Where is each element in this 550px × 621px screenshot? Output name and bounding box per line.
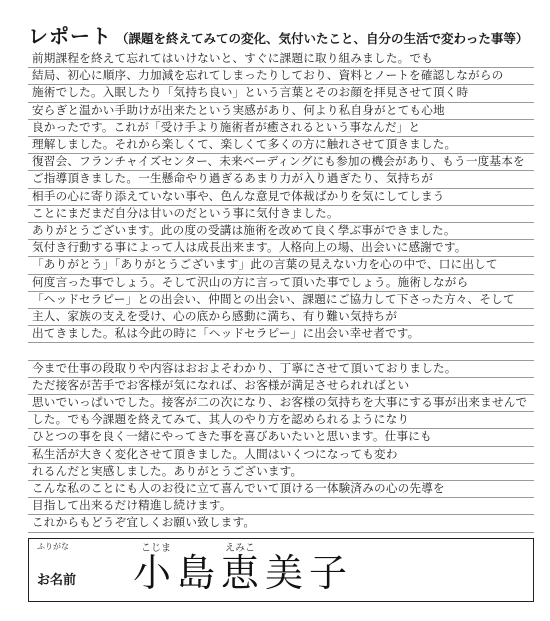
handwritten-line: れるんだと実感しました。ありがとうございます。 — [32, 463, 303, 478]
handwritten-line: ご指導頂きました。一生懸命やり過ぎるあまり力が入り過ぎたり、気持ちが — [32, 171, 433, 186]
handwritten-line: 「ヘッドセラピー」との出会い、仲間との出会い、課題にご協力して下さった方々、そして — [32, 291, 515, 306]
name-value: 小島恵美子 — [133, 551, 354, 595]
handwritten-line: 結局、初心に順序、力加減を忘れてしまったりしており、資料とノートを確認しながらの — [32, 68, 504, 83]
handwritten-line: 何度言った事でしょう。そして沢山の方に言って頂いた事でしょう。施術しながら — [32, 274, 469, 289]
handwritten-line: 復習会、フランチャイズセンター、未来ベーディングにも参加の機会があり、もう一度基本を — [32, 154, 525, 169]
handwritten-line: した。でも今課題を終えてみて、其人のやり方を認められるようになり — [32, 412, 410, 427]
handwritten-line: 相手の心に寄り添えていない事や、色んな意見で体裁ばかりを気にしてしまう — [32, 188, 445, 203]
handwritten-line: ことにまだまだ自分は甘いのだという事に気付きました。 — [32, 205, 339, 220]
name-reading-given: えみこ — [225, 543, 255, 554]
handwritten-line: 目指して出来るだけ精進し続けます。 — [32, 498, 232, 513]
furigana-label: ふりがな — [37, 542, 69, 551]
handwritten-line: 施術でした。入眠したり「気持ち良い」という言葉とそのお顔を拝見させて頂く時 — [32, 85, 469, 100]
name-reading-family: こじま — [141, 543, 171, 554]
handwritten-line: これからもどうぞ宜しくお願い致します。 — [32, 515, 256, 530]
handwritten-line: 出てきました。私は今此の時に「ヘッドセラピー」に出会い幸せ者です。 — [32, 326, 420, 341]
handwritten-line: 「ありがとう」「ありがとうございます」此の言葉の見えない力を心の中で、口に出して — [32, 257, 498, 272]
handwritten-line: 私生活が大きく変化させて頂きました。人間はいくつになっても変わ — [32, 446, 398, 461]
name-label: お名前 — [37, 573, 77, 588]
handwritten-line: こんな私のことにも人のお役に立て喜んでいて頂ける一体験済みの心の先導を — [32, 481, 445, 495]
handwritten-line: 良かったです。これが「受け手より施術者が癒されるという事なんだ」と — [32, 119, 421, 134]
handwritten-line: 思いでいっぱいでした。接客が二の次になり、お客様の気持ちを大事にする事が出来ませんで — [32, 395, 528, 409]
handwritten-line: ひとつの事を良く一緒にやってきた事を喜びあいたいと思います。仕事にも — [32, 429, 432, 444]
report-subtitle: （課題を終えてみての変化、気付いたこと、自分の生活で変わった事等） — [116, 31, 529, 46]
report-title: レポート — [28, 24, 112, 48]
handwritten-line: 主人、家族の支えを受け、心の底から感動に満ち、有り難い気持ちが — [32, 309, 398, 323]
handwritten-line: 理解しました。それから楽しくて、楽しくて多くの方に触れさせて頂きました。 — [32, 137, 457, 151]
handwritten-line: ただ接客が苦手でお客様が気になれば、お客様が満足させられればとい — [32, 377, 410, 392]
name-section — [28, 538, 534, 602]
handwritten-line: 気付き行動する事によって人は成長出来ます。人格向上の場、出会いに感謝です。 — [32, 240, 467, 255]
handwritten-line: 今まで仕事の段取りや内容はおおよそわかり、丁寧にさせて頂いておりました。 — [32, 360, 457, 375]
handwritten-line: 前期課程を終えて忘れてはいけないと、すぐに課題に取り組みました。でも — [32, 51, 433, 65]
handwritten-line: ありがとうございます。此の度の受講は施術を改めて良く學ぶ事ができました。 — [32, 223, 456, 237]
header — [28, 20, 538, 46]
handwritten-line: 安らぎと温かい手助けが出来たという実感があり、何より私自身がとても心地 — [32, 102, 445, 117]
